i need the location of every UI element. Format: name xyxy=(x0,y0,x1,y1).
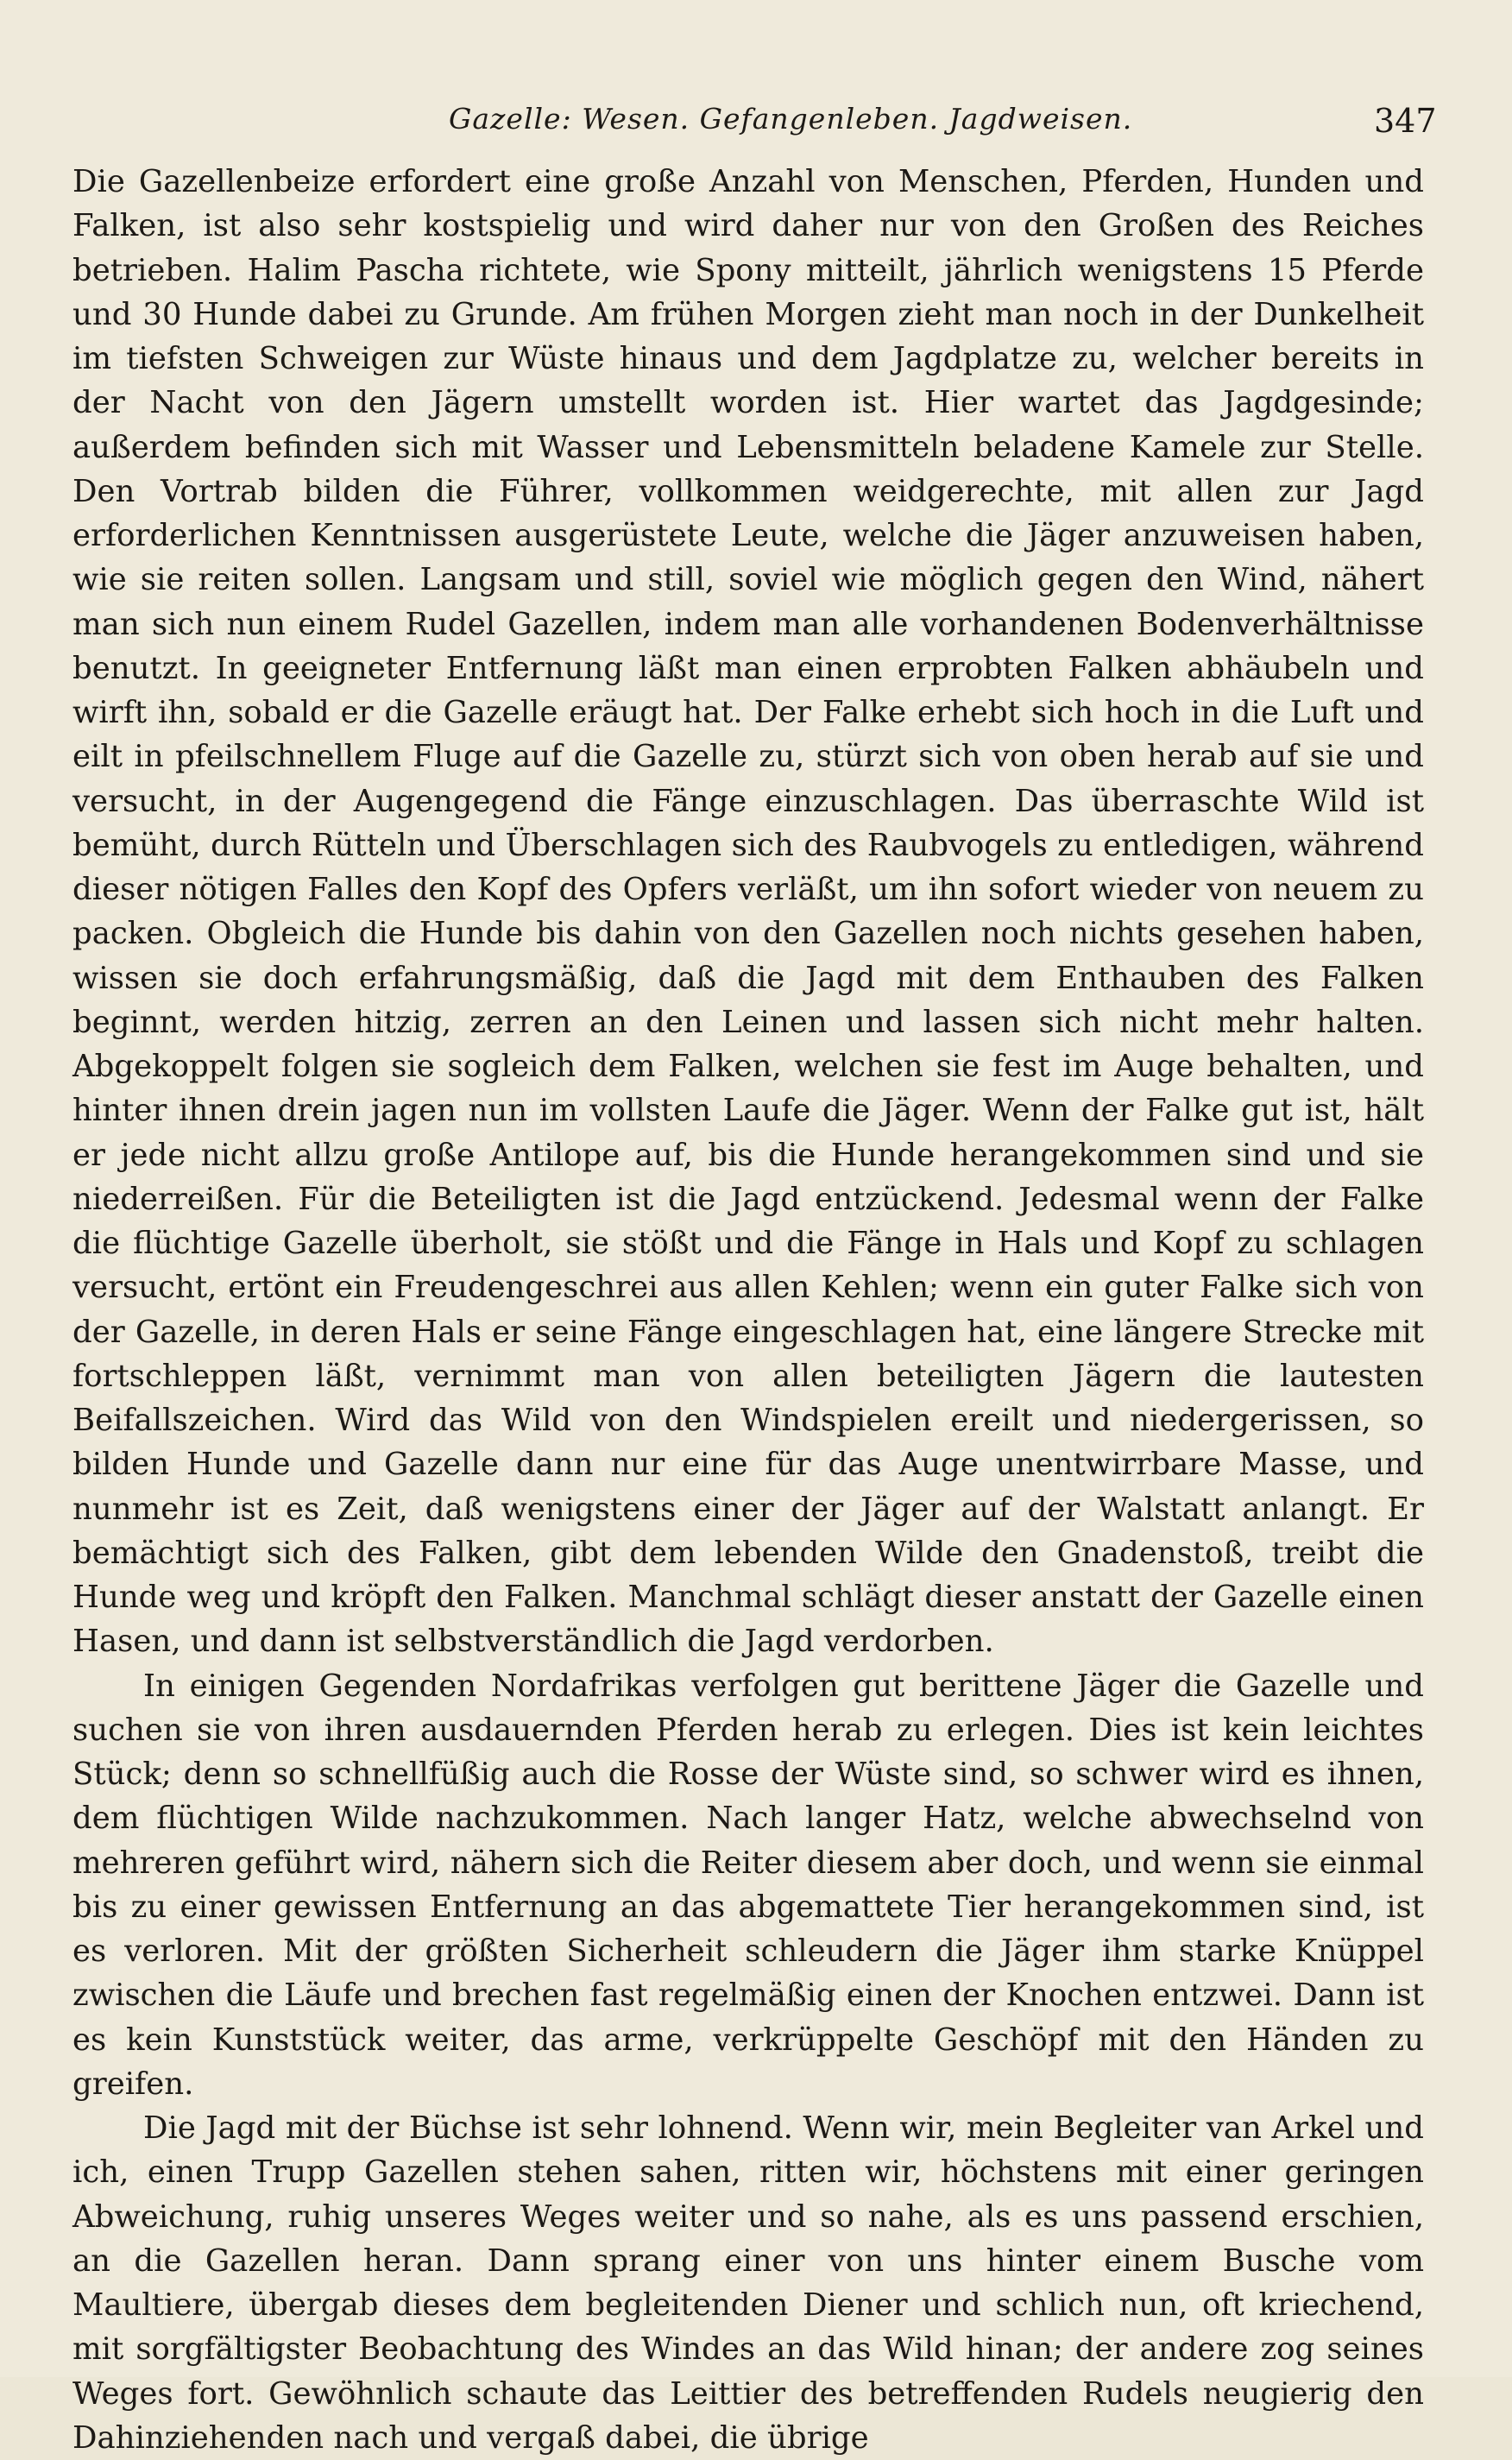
page-number: 347 xyxy=(1374,102,1437,140)
body-text xyxy=(72,160,1424,2460)
paragraph: Die Jagd mit der Büchse ist sehr lohnend. Wenn wir, mein Begleiter van Arkel und ich, einen Trupp Gazellen stehen sahen, ritten wir, höchstens mit einer geringen Abweichung, ruhig unseres Weges weiter und so nahe, als es uns passend erschien, an die Gazellen heran. Dann sprang einer von uns hinter einem Busche vom Maultiere, übergab dieses dem begleitenden Diener und schlich nun, oft kriechend, mit sorgfältigster Beobachtung des Windes an das Wild hinan; der andere zog seines Weges fort. Gewöhnlich schaute das Leittier des betreffenden Rudels neugierig den Dahinziehenden nach und vergaß dabei, die übrige xyxy=(72,2110,1424,2456)
page-header xyxy=(0,102,1512,154)
paragraph: In einigen Gegenden Nordafrikas verfolgen gut berittene Jäger die Gazelle und suchen sie von ihren ausdauernden Pferden herab zu erlegen. Dies ist kein leichtes Stück; denn so schnellfüßig auch die Rosse der Wüste sind, so schwer wird es ihnen, dem flüchtigen Wilde nachzukommen. Nach langer Hatz, welche abwechselnd von mehreren geführt wird, nähern sich die Reiter diesem aber doch, und wenn sie einmal bis zu einer gewissen Entfernung an das abgemattete Tier herangekommen sind, ist es verloren. Mit der größten Sicherheit schleudern die Jäger ihm starke Knüppel zwischen die Läufe und brechen fast regelmäßig einen der Knochen entzwei. Dann ist es kein Kunststück weiter, das arme, verkrüppelte Geschöpf mit den Händen zu greifen. xyxy=(72,1668,1424,2102)
running-title: Gazelle: Wesen. Gefangenleben. Jagdweisen. xyxy=(449,102,1133,136)
paragraph: Die Gazellenbeize erfordert eine große Anzahl von Menschen, Pferden, Hunden und Falken, ist also sehr kostspielig und wird daher nur von den Großen des Reiches betrieben. Halim Pascha richtete, wie Spony mitteilt, jährlich wenigstens 15 Pferde und 30 Hunde dabei zu Grunde. Am frühen Morgen zieht man noch in der Dunkelheit im tiefsten Schweigen zur Wüste hinaus und dem Jagdplatze zu, welcher bereits in der Nacht von den Jägern umstellt worden ist. Hier wartet das Jagdgesinde; außerdem befinden sich mit Wasser und Lebensmitteln beladene Kamele zur Stelle. Den Vortrab bilden die Führer, vollkommen weidgerechte, mit allen zur Jagd erforderlichen Kenntnissen ausgerüstete Leute, welche die Jäger anzuweisen haben, wie sie reiten sollen. Langsam und still, soviel wie möglich gegen den Wind, nähert man sich nun einem Rudel Gazellen, indem man alle vorhandenen Bodenverhältnisse benutzt. In geeigneter Entfernung läßt man einen erprobten Falken abhäubeln und wirft ihn, sobald er die Gazelle eräugt hat. Der Falke erhebt sich hoch in die Luft und eilt in pfeilschnellem Fluge auf die Gazelle zu, stürzt sich von oben herab auf sie und versucht, in der Augengegend die Fänge einzuschlagen. Das überraschte Wild ist bemüht, durch Rütteln und Überschlagen sich des Raubvogels zu entledigen, während dieser nötigen Falles den Kopf des Opfers verläßt, um ihn sofort wieder von neuem zu packen. Obgleich die Hunde bis dahin von den Gazellen noch nichts gesehen haben, wissen sie doch erfahrungsmäßig, daß die Jagd mit dem Enthauben des Falken beginnt, werden hitzig, zerren an den Leinen und lassen sich nicht mehr halten. Abgekoppelt folgen sie sogleich dem Falken, welchen sie fest im Auge behalten, und hinter ihnen drein jagen nun im vollsten Laufe die Jäger. Wenn der Falke gut ist, hält er jede nicht allzu große Antilope auf, bis die Hunde herangekommen sind und sie niederreißen. Für die Beteiligten ist die Jagd entzückend. Jedesmal wenn der Falke die flüchtige Gazelle überholt, sie stößt und die Fänge in Hals und Kopf zu schlagen versucht, ertönt ein Freudengeschrei aus allen Kehlen; wenn ein guter Falke sich von der Gazelle, in deren Hals er seine Fänge eingeschlagen hat, eine längere Strecke mit fortschleppen läßt, vernimmt man von allen beteiligten Jägern die lautesten Beifallszeichen. Wird das Wild von den Windspielen ereilt und niedergerissen, so bilden Hunde und Gazelle dann nur eine für das Auge unentwirrbare Masse, und nunmehr ist es Zeit, daß wenigstens einer der Jäger auf der Walstatt anlangt. Er bemächtigt sich des Falken, gibt dem lebenden Wilde den Gnadenstoß, treibt die Hunde weg und kröpft den Falken. Manchmal schlägt dieser anstatt der Gazelle einen Hasen, und dann ist selbstverständlich die Jagd verdorben. xyxy=(72,164,1424,1660)
